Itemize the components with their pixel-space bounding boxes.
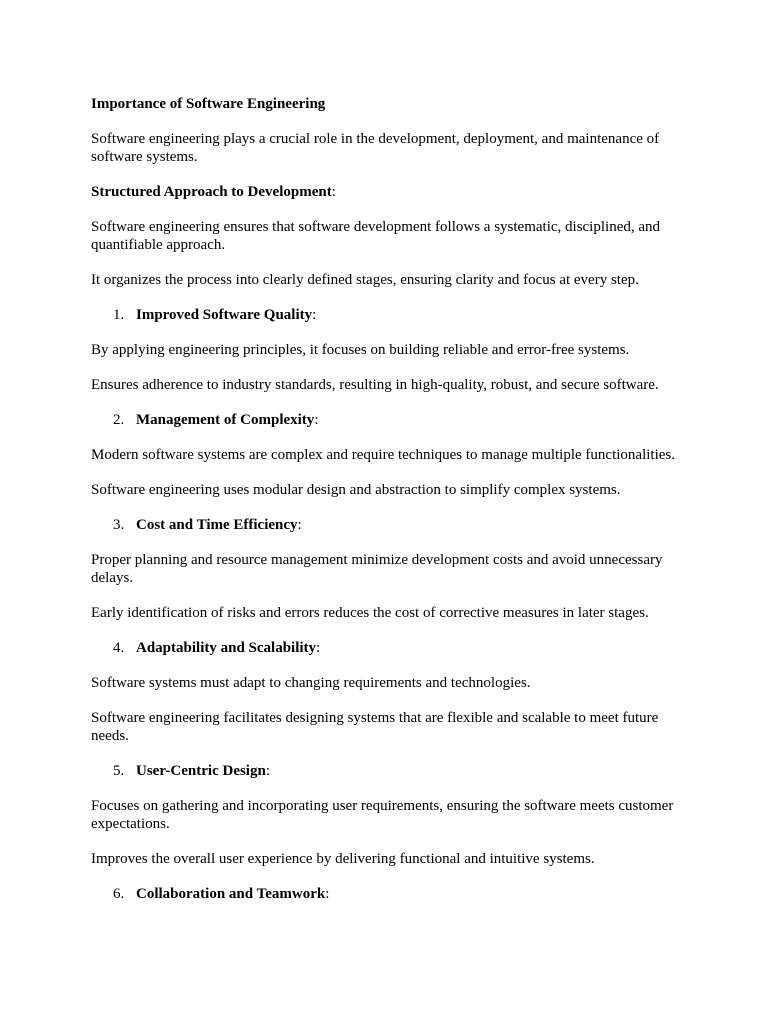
list-heading-6: [136, 885, 329, 903]
list-title-3: Cost and Time Efficiency: [136, 517, 298, 533]
structured-heading: [91, 183, 691, 201]
list-title-4: Adaptability and Scalability: [136, 640, 317, 656]
list-item-4: [91, 639, 691, 657]
item-1-paragraph-1: By applying engineering principles, it focuses on building reliable and error-free systems.: [91, 342, 630, 358]
item-5-paragraph-1: Focuses on gathering and incorporating user requirements, ensuring the software meets customer expectations.: [91, 798, 674, 832]
item-3-paragraph-1: Proper planning and resource management minimize development costs and avoid unnecessary delays.: [91, 552, 663, 586]
list-number-6: 6.: [113, 886, 125, 902]
document-page: [91, 95, 691, 920]
list-number-3: 3.: [113, 517, 125, 533]
list-colon-5: :: [265, 763, 270, 779]
structured-heading-colon: :: [331, 184, 336, 200]
structured-heading-text: Structured Approach to Development: [91, 184, 332, 200]
item-4-paragraph-2: Software engineering facilitates designing systems that are flexible and scalable to meet future needs.: [91, 710, 659, 744]
list-number-5: 5.: [113, 763, 125, 779]
intro-paragraph: Software engineering plays a crucial role in the development, deployment, and maintenance of software systems.: [91, 131, 660, 165]
item-2-paragraph-2: Software engineering uses modular design and abstraction to simplify complex systems.: [91, 482, 621, 498]
list-heading-2: [136, 411, 318, 429]
list-title-6: Collaboration and Teamwork: [136, 886, 326, 902]
list-colon-6: :: [325, 886, 330, 902]
list-item-5: [91, 762, 691, 780]
structured-paragraph-2: It organizes the process into clearly defined stages, ensuring clarity and focus at every step.: [91, 272, 639, 288]
list-title-5: User-Centric Design: [136, 763, 266, 779]
list-item-2: [91, 411, 691, 429]
list-heading-4: [136, 639, 320, 657]
document-title: Importance of Software Engineering: [91, 96, 326, 112]
item-1-paragraph-2: Ensures adherence to industry standards, resulting in high-quality, robust, and secure software.: [91, 377, 659, 393]
item-5-paragraph-2: Improves the overall user experience by delivering functional and intuitive systems.: [91, 851, 595, 867]
list-colon-2: :: [314, 412, 319, 428]
list-number-4: 4.: [113, 640, 125, 656]
list-heading-1: [136, 306, 316, 324]
list-heading-3: [136, 516, 302, 534]
list-heading-5: [136, 762, 270, 780]
item-3-paragraph-2: Early identification of risks and errors reduces the cost of corrective measures in later stages.: [91, 605, 649, 621]
list-colon-4: :: [316, 640, 321, 656]
list-title-2: Management of Complexity: [136, 412, 315, 428]
list-item-6: [91, 885, 691, 903]
list-number-2: 2.: [113, 412, 125, 428]
list-item-1: [91, 306, 691, 324]
list-number-1: 1.: [113, 307, 125, 323]
structured-paragraph-1: Software engineering ensures that software development follows a systematic, disciplined, and quantifiable approach.: [91, 219, 661, 253]
item-4-paragraph-1: Software systems must adapt to changing requirements and technologies.: [91, 675, 531, 691]
item-2-paragraph-1: Modern software systems are complex and require techniques to manage multiple functionalities.: [91, 447, 675, 463]
list-colon-3: :: [297, 517, 302, 533]
list-item-3: [91, 516, 691, 534]
list-colon-1: :: [312, 307, 317, 323]
list-title-1: Improved Software Quality: [136, 307, 313, 323]
